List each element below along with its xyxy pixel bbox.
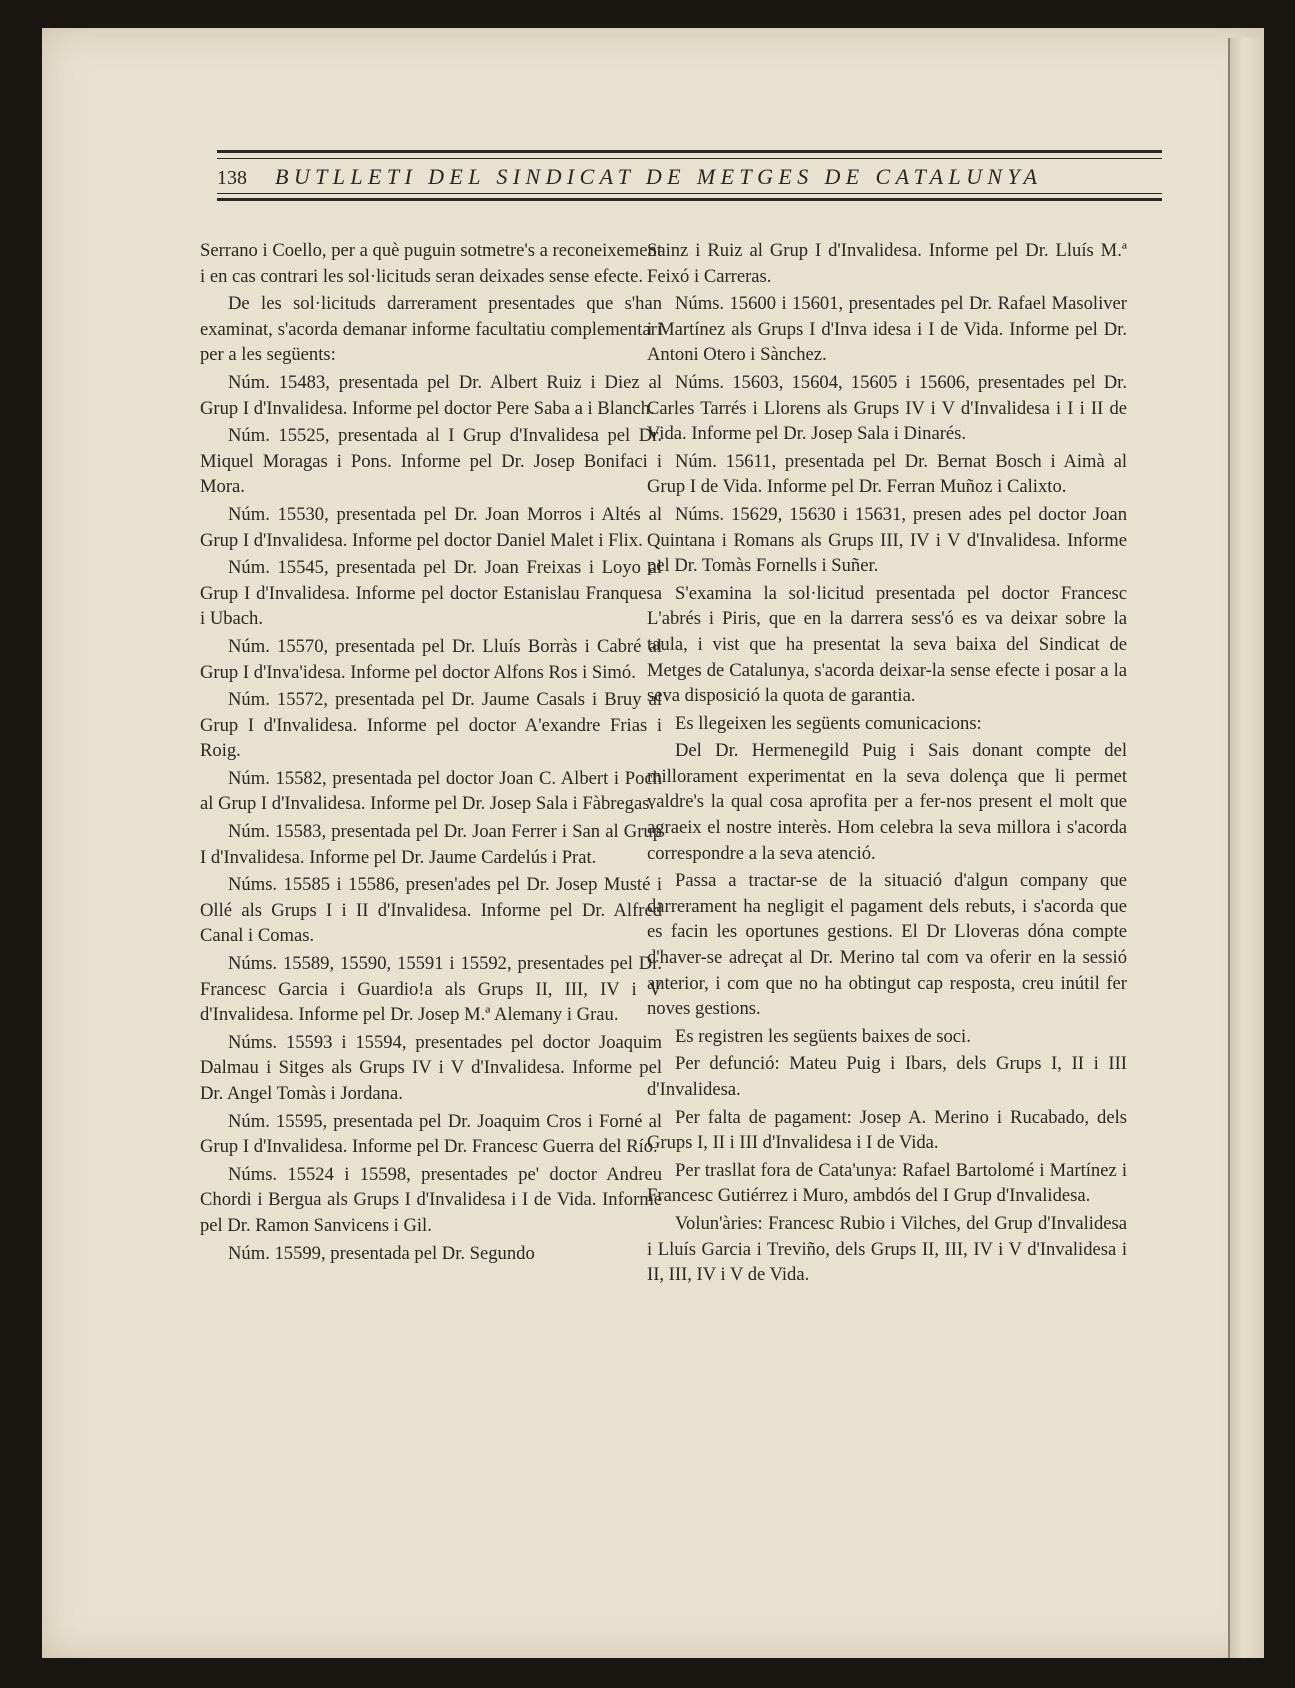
next-page-edge: [1228, 38, 1264, 1658]
running-header: [217, 118, 1162, 188]
paragraph: Núms. 15603, 15604, 15605 i 15606, presentades pel Dr. Carles Tarrés i Llorens als Grups IV i V d'Invalidesa i I i II de Vida. Informe pel Dr. Josep Sala i Dinarés.: [647, 371, 1127, 445]
paragraph: Núm. 15545, presentada pel Dr. Joan Freixas i Loyo al Grup I d'Invalidesa. Informe pel doctor Estanislau Franquesa i Ubach.: [200, 557, 662, 630]
paragraph: De les sol·licituds darrerament presentades que s'han examinat, s'acorda demanar informe facultatiu complementari per a les següents:: [200, 293, 662, 366]
header-rule: [217, 150, 1162, 153]
paragraph: Del Dr. Hermenegild Puig i Sais donant compte del millorament experimentat en la seva dolença que li permet valdre's la qual cosa aprofita per a fer-nos present el molt que agraeix el nostre interès. Hom celebra la seva millora i s'acorda correspondre a la seva atenció.: [647, 740, 1127, 864]
paragraph: Núm. 15582, presentada pel doctor Joan C. Albert i Poch al Grup I d'Invalidesa. Informe pel Dr. Josep Sala i Fàbregas.: [200, 767, 662, 815]
header-text: [217, 164, 1162, 190]
paragraph: Serrano i Coello, per a què puguin sotmetre's a reconeixement i en cas contrari les sol·licituds seran deixades sense efecte.: [200, 240, 662, 287]
paragraph: Núm. 15530, presentada pel Dr. Joan Morros i Altés al Grup I d'Invalidesa. Informe pel doctor Daniel Malet i Flix.: [200, 503, 662, 551]
paragraph: Per falta de pagament: Josep A. Merino i Rucabado, dels Grups I, II i III d'Invalidesa i I de Vida.: [647, 1106, 1127, 1154]
right-column: [647, 238, 1127, 1290]
paragraph: Núm. 15570, presentada pel Dr. Lluís Borràs i Cabré al Grup I d'Inva'idesa. Informe pel doctor Alfons Ros i Simó.: [200, 635, 662, 683]
document-page: [42, 28, 1264, 1658]
paragraph: Núms. 15600 i 15601, presentades pel Dr. Rafael Masoliver i Martínez als Grups I d'Inva idesa i I de Vida. Informe pel Dr. Antoni Otero i Sànchez.: [647, 293, 1127, 366]
paragraph: Núms. 15629, 15630 i 15631, presen ades pel doctor Joan Quintana i Romans als Grups III, IV i V d'Invalidesa. Informe pel Dr. Tomàs Fornells i Suñer.: [647, 503, 1127, 577]
left-column: [200, 238, 662, 1268]
paragraph: Es llegeixen les següents comunicacions:: [675, 712, 982, 734]
paragraph: Núm. 15525, presentada al I Grup d'Invalidesa pel Dr. Miquel Moragas i Pons. Informe pel Dr. Josep Bonifaci i Mora.: [200, 425, 662, 498]
paragraph: Per trasllat fora de Cata'unya: Rafael Bartolomé i Martínez i Francesc Gutiérrez i Muro, ambdós del I Grup d'Invalidesa.: [647, 1159, 1127, 1207]
paragraph: Núms. 15524 i 15598, presentades pe' doctor Andreu Chordi i Bergua als Grups I d'Invalidesa i I de Vida. Informe pel Dr. Ramon Sanvicens i Gil.: [200, 1163, 662, 1236]
paragraph: Es registren les següents baixes de soci.: [675, 1025, 971, 1047]
paragraph: Núm. 15611, presentada pel Dr. Bernat Bosch i Aimà al Grup I de Vida. Informe pel Dr. Ferran Muñoz i Calixto.: [647, 450, 1127, 498]
paragraph: Núm. 15572, presentada pel Dr. Jaume Casals i Bruy al Grup I d'Invalidesa. Informe pel doctor A'exandre Frias i Roig.: [200, 689, 662, 762]
header-rule: [217, 193, 1162, 194]
paragraph: Volun'àries: Francesc Rubio i Vilches, del Grup d'Invalidesa i Lluís Garcia i Treviño, dels Grups II, III, IV i V d'Invalidesa i II, III, IV i V de Vida.: [647, 1212, 1127, 1286]
paragraph: Per defunció: Mateu Puig i Ibars, dels Grups I, II i III d'Invalidesa.: [647, 1053, 1127, 1100]
paragraph: Sainz i Ruiz al Grup I d'Invalidesa. Informe pel Dr. Lluís M.ª Feixó i Carreras.: [647, 240, 1127, 287]
page-number: 138: [217, 167, 247, 189]
paragraph: Núms. 15589, 15590, 15591 i 15592, presentades pel Dr. Francesc Garcia i Guardio!a als Grups II, III, IV i V d'Invalidesa. Informe pel Dr. Josep M.ª Alemany i Grau.: [200, 953, 662, 1026]
paragraph: S'examina la sol·licitud presentada pel doctor Francesc L'abrés i Piris, que en la darrera sess'ó es va deixar sobre la taula, i vist que ha presentat la seva baixa del Sindicat de Metges de Catalunya, s'acorda deixar-la sense efecte i posar a la seva disposició la quota de garantia.: [647, 582, 1127, 707]
paragraph: Núms. 15593 i 15594, presentades pel doctor Joaquim Dalmau i Sitges als Grups IV i V d'Invalidesa. Informe pel Dr. Angel Tomàs i Jordana.: [200, 1031, 662, 1104]
header-rule: [217, 158, 1162, 159]
paragraph: Passa a tractar-se de la situació d'algun company que darrerament ha negligit el pagament dels rebuts, i s'acorda que es facin les oportunes gestions. El Dr Lloveras dóna compte d'haver-se adreçat al Dr. Merino tal com va oferir en la sessió anterior, i com que no ha obtingut cap resposta, creu inútil fer noves gestions.: [647, 870, 1127, 1020]
paragraph: Núms. 15585 i 15586, presen'ades pel Dr. Josep Musté i Ollé als Grups I i II d'Invalidesa. Informe pel Dr. Alfred Canal i Comas.: [200, 874, 662, 947]
journal-title: BUTLLETI DEL SINDICAT DE METGES DE CATALUNYA: [275, 164, 1043, 189]
paragraph: Núm. 15583, presentada pel Dr. Joan Ferrer i San al Grup I d'Invalidesa. Informe pel Dr. Jaume Cardelús i Prat.: [200, 821, 662, 868]
paragraph: Núm. 15595, presentada pel Dr. Joaquim Cros i Forné al Grup I d'Invalidesa. Informe pel Dr. Francesc Guerra del Río.: [200, 1110, 662, 1158]
header-rule: [217, 198, 1162, 201]
paragraph: Núm. 15483, presentada pel Dr. Albert Ruiz i Diez al Grup I d'Invalidesa. Informe pel doctor Pere Saba a i Blanch.: [200, 371, 662, 419]
paragraph: Núm. 15599, presentada pel Dr. Segundo: [228, 1242, 535, 1264]
